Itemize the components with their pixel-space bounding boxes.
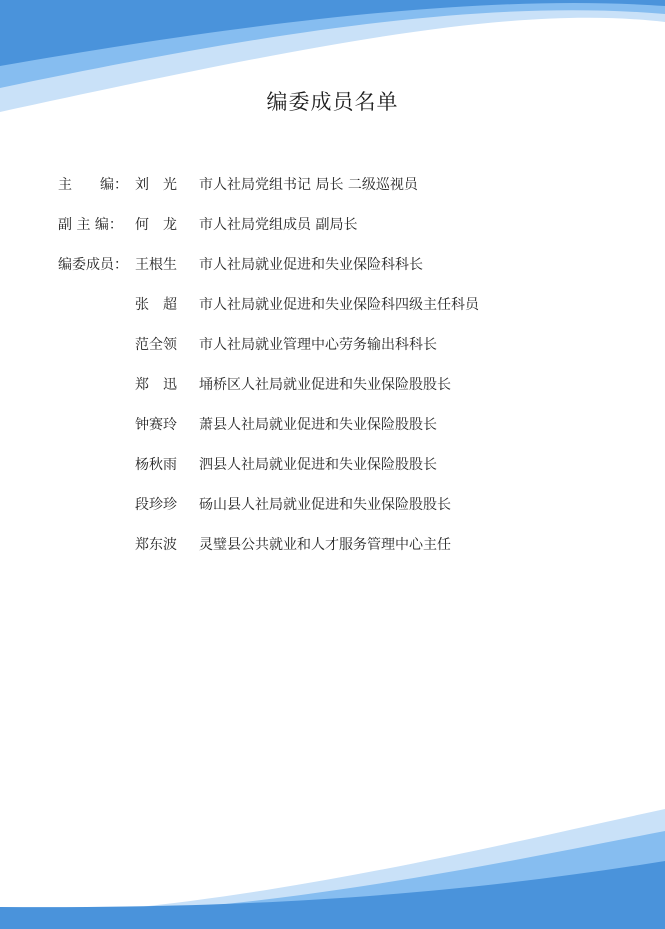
member-row [0, 214, 665, 236]
member-name: 王根生 [135, 257, 177, 273]
member-position: 萧县人社局就业促进和失业保险股股长 [199, 417, 437, 433]
member-row [0, 294, 665, 316]
member-position: 灵璧县公共就业和人才服务管理中心主任 [199, 537, 451, 553]
member-position: 市人社局就业管理中心劳务输出科科长 [199, 337, 437, 353]
member-position: 市人社局党组书记 局长 二级巡视员 [199, 177, 418, 193]
member-name: 段珍珍 [135, 497, 177, 513]
member-row [0, 494, 665, 516]
member-role: 主 编： [58, 177, 128, 193]
member-position: 市人社局就业促进和失业保险科科长 [199, 257, 423, 273]
member-row [0, 334, 665, 356]
member-name: 范全领 [135, 337, 177, 353]
page-title: 编委成员名单 [266, 90, 399, 114]
member-position: 泗县人社局就业促进和失业保险股股长 [199, 457, 437, 473]
member-position: 埇桥区人社局就业促进和失业保险股股长 [199, 377, 451, 393]
member-row [0, 174, 665, 196]
member-role: 编委成员： [58, 257, 128, 273]
bottom-wave-decoration [0, 809, 665, 929]
member-row [0, 414, 665, 436]
member-name: 刘 光 [135, 177, 177, 193]
member-name: 张 超 [135, 297, 177, 313]
member-row [0, 254, 665, 276]
member-name: 郑 迅 [135, 377, 177, 393]
member-role: 副 主 编： [58, 217, 123, 233]
member-position: 市人社局就业促进和失业保险科四级主任科员 [199, 297, 479, 313]
member-position: 市人社局党组成员 副局长 [199, 217, 358, 233]
member-name: 钟赛玲 [135, 417, 177, 433]
member-row [0, 534, 665, 556]
member-name: 何 龙 [135, 217, 177, 233]
member-name: 郑东波 [135, 537, 177, 553]
member-name: 杨秋雨 [135, 457, 177, 473]
member-row [0, 454, 665, 476]
member-position: 砀山县人社局就业促进和失业保险股股长 [199, 497, 451, 513]
member-row [0, 374, 665, 396]
